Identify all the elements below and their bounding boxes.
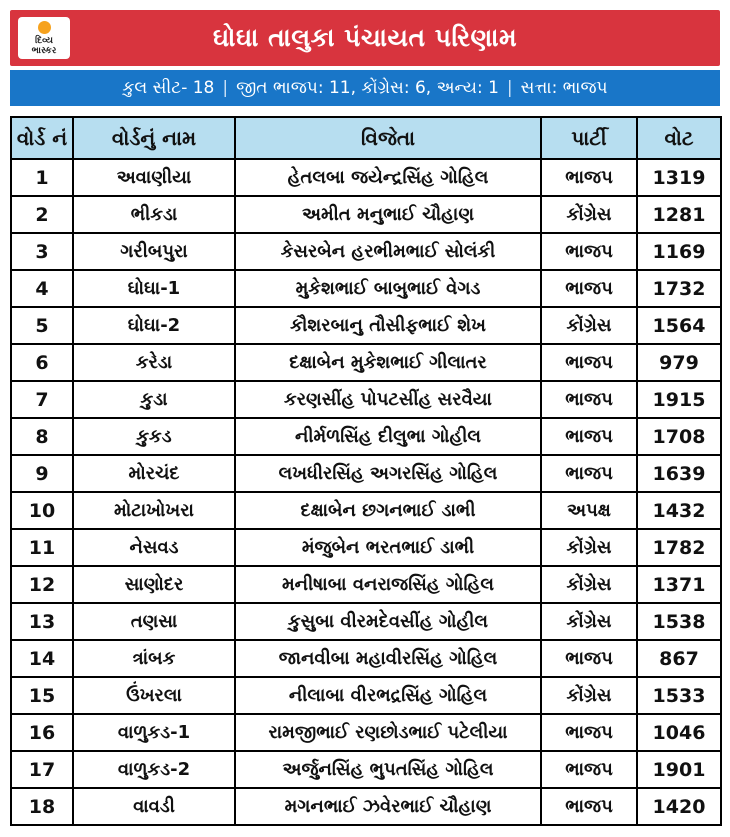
table-row: [11, 270, 721, 307]
table-row: [11, 640, 721, 677]
ward-name: ઘોઘા-1: [73, 270, 235, 307]
vote-count: 1169: [637, 233, 721, 270]
vote-count: 1901: [637, 751, 721, 788]
ward-number: 6: [11, 344, 73, 381]
vote-count: 1732: [637, 270, 721, 307]
ruling-party: સત્તા: ભાજપ: [520, 78, 608, 98]
ward-name: ગરીબપુરા: [73, 233, 235, 270]
title-bar: [10, 10, 720, 66]
ward-name: કરેડા: [73, 344, 235, 381]
party-name: ભાજપ: [541, 344, 637, 381]
table-row: [11, 603, 721, 640]
vote-count: 1708: [637, 418, 721, 455]
ward-number: 2: [11, 196, 73, 233]
header-party: પાર્ટી: [541, 117, 637, 159]
winner-name: દક્ષાબેન મુકેશભાઈ ગીલાતર: [235, 344, 541, 381]
ward-name: સાણોદર: [73, 566, 235, 603]
vote-count: 1432: [637, 492, 721, 529]
ward-number: 5: [11, 307, 73, 344]
ward-name: ઉંખરલા: [73, 677, 235, 714]
ward-number: 11: [11, 529, 73, 566]
table-row: [11, 307, 721, 344]
ward-name: વાળુકડ-2: [73, 751, 235, 788]
table-row: [11, 344, 721, 381]
table-row: [11, 455, 721, 492]
ward-number: 16: [11, 714, 73, 751]
results-table: [10, 116, 722, 826]
ward-number: 15: [11, 677, 73, 714]
total-seats: કુલ સીટ- 18: [122, 78, 215, 98]
sun-icon: [38, 21, 51, 34]
party-name: કોંગ્રેસ: [541, 677, 637, 714]
table-row: [11, 492, 721, 529]
winner-name: કરણસીંહ પોપટસીંહ સરવૈયા: [235, 381, 541, 418]
party-name: ભાજપ: [541, 159, 637, 196]
party-name: ભાજપ: [541, 788, 637, 825]
vote-count: 1538: [637, 603, 721, 640]
ward-name: ત્રાંબક: [73, 640, 235, 677]
table-row: [11, 196, 721, 233]
winner-name: નીર્મળસિંહ દીલુભા ગોહીલ: [235, 418, 541, 455]
table-row: [11, 159, 721, 196]
summary-bar: [10, 70, 720, 106]
party-name: ભાજપ: [541, 455, 637, 492]
vote-count: 1533: [637, 677, 721, 714]
winner-name: મંજુબેન ભરતભાઈ ડાભી: [235, 529, 541, 566]
ward-name: તણસા: [73, 603, 235, 640]
winner-name: રામજીભાઈ રણછોડભાઈ પટેલીયા: [235, 714, 541, 751]
logo-text-line2: ભાસ્કર: [31, 45, 57, 56]
table-row: [11, 529, 721, 566]
party-name: ભાજપ: [541, 270, 637, 307]
winner-name: જાનવીબા મહાવીરસિંહ ગોહિલ: [235, 640, 541, 677]
brand-logo: [18, 17, 70, 59]
party-name: અપક્ષ: [541, 492, 637, 529]
party-name: ભાજપ: [541, 418, 637, 455]
ward-name: વાળુકડ-1: [73, 714, 235, 751]
ward-name: મોટાખોખરા: [73, 492, 235, 529]
party-name: કોંગ્રેસ: [541, 529, 637, 566]
separator: |: [506, 78, 513, 98]
ward-number: 18: [11, 788, 73, 825]
party-name: ભાજપ: [541, 714, 637, 751]
header-ward-no: વોર્ડ નં: [11, 117, 73, 159]
winner-name: નીલાબા વીરભદ્રસિંહ ગોહિલ: [235, 677, 541, 714]
ward-number: 12: [11, 566, 73, 603]
vote-count: 1420: [637, 788, 721, 825]
seats-won: જીત ભાજપ: 11, કોંગ્રેસ: 6, અન્ય: 1: [236, 78, 499, 98]
page-title: ઘોઘા તાલુકા પંચાયત પરિણામ: [212, 23, 518, 52]
ward-number: 7: [11, 381, 73, 418]
winner-name: મગનભાઈ ઝવેરભાઈ ચૌહાણ: [235, 788, 541, 825]
party-name: ભાજપ: [541, 381, 637, 418]
vote-count: 1319: [637, 159, 721, 196]
table-row: [11, 788, 721, 825]
vote-count: 867: [637, 640, 721, 677]
ward-number: 13: [11, 603, 73, 640]
logo-text-line1: દિવ્ય: [35, 35, 53, 46]
ward-number: 3: [11, 233, 73, 270]
winner-name: હેતલબા જયેન્દ્રસિંહ ગોહિલ: [235, 159, 541, 196]
ward-number: 17: [11, 751, 73, 788]
table-row: [11, 381, 721, 418]
winner-name: અમીત મનુભાઈ ચૌહાણ: [235, 196, 541, 233]
party-name: કોંગ્રેસ: [541, 307, 637, 344]
winner-name: મુકેશભાઈ બાબુભાઈ વેગડ: [235, 270, 541, 307]
winner-name: લખધીરસિંહ અગરસિંહ ગોહિલ: [235, 455, 541, 492]
party-name: કોંગ્રેસ: [541, 196, 637, 233]
party-name: ભાજપ: [541, 640, 637, 677]
header-ward-name: વોર્ડનું નામ: [73, 117, 235, 159]
winner-name: દક્ષાબેન છગનભાઈ ડાભી: [235, 492, 541, 529]
ward-name: મોરચંદ: [73, 455, 235, 492]
vote-count: 1371: [637, 566, 721, 603]
header-winner: વિજેતા: [235, 117, 541, 159]
table-row: [11, 714, 721, 751]
vote-count: 1564: [637, 307, 721, 344]
party-name: ભાજપ: [541, 233, 637, 270]
table-row: [11, 677, 721, 714]
ward-name: ઘોઘા-2: [73, 307, 235, 344]
table-row: [11, 418, 721, 455]
ward-number: 14: [11, 640, 73, 677]
party-name: ભાજપ: [541, 751, 637, 788]
winner-name: મનીષાબા વનરાજસિંહ ગોહિલ: [235, 566, 541, 603]
ward-name: ભીકડા: [73, 196, 235, 233]
vote-count: 1281: [637, 196, 721, 233]
ward-number: 10: [11, 492, 73, 529]
separator: |: [222, 78, 229, 98]
ward-number: 9: [11, 455, 73, 492]
vote-count: 1639: [637, 455, 721, 492]
vote-count: 1915: [637, 381, 721, 418]
table-row: [11, 751, 721, 788]
table-row: [11, 233, 721, 270]
winner-name: કુસુબા વીરમદેવસીંહ ગોહીલ: [235, 603, 541, 640]
table-header-row: [11, 117, 721, 159]
party-name: કોંગ્રેસ: [541, 603, 637, 640]
ward-name: વાવડી: [73, 788, 235, 825]
winner-name: કૌશરબાનુ તૌસીફભાઈ શેખ: [235, 307, 541, 344]
ward-number: 8: [11, 418, 73, 455]
vote-count: 979: [637, 344, 721, 381]
vote-count: 1046: [637, 714, 721, 751]
winner-name: અર્જુનસિંહ ભુપતસિંહ ગોહિલ: [235, 751, 541, 788]
table-row: [11, 566, 721, 603]
party-name: કોંગ્રેસ: [541, 566, 637, 603]
ward-name: કુકડ: [73, 418, 235, 455]
ward-number: 4: [11, 270, 73, 307]
vote-count: 1782: [637, 529, 721, 566]
ward-name: નેસવડ: [73, 529, 235, 566]
ward-name: અવાણીયા: [73, 159, 235, 196]
ward-number: 1: [11, 159, 73, 196]
ward-name: કુડા: [73, 381, 235, 418]
winner-name: કેસરબેન હરભીમભાઈ સોલંકી: [235, 233, 541, 270]
header-votes: વોટ: [637, 117, 721, 159]
